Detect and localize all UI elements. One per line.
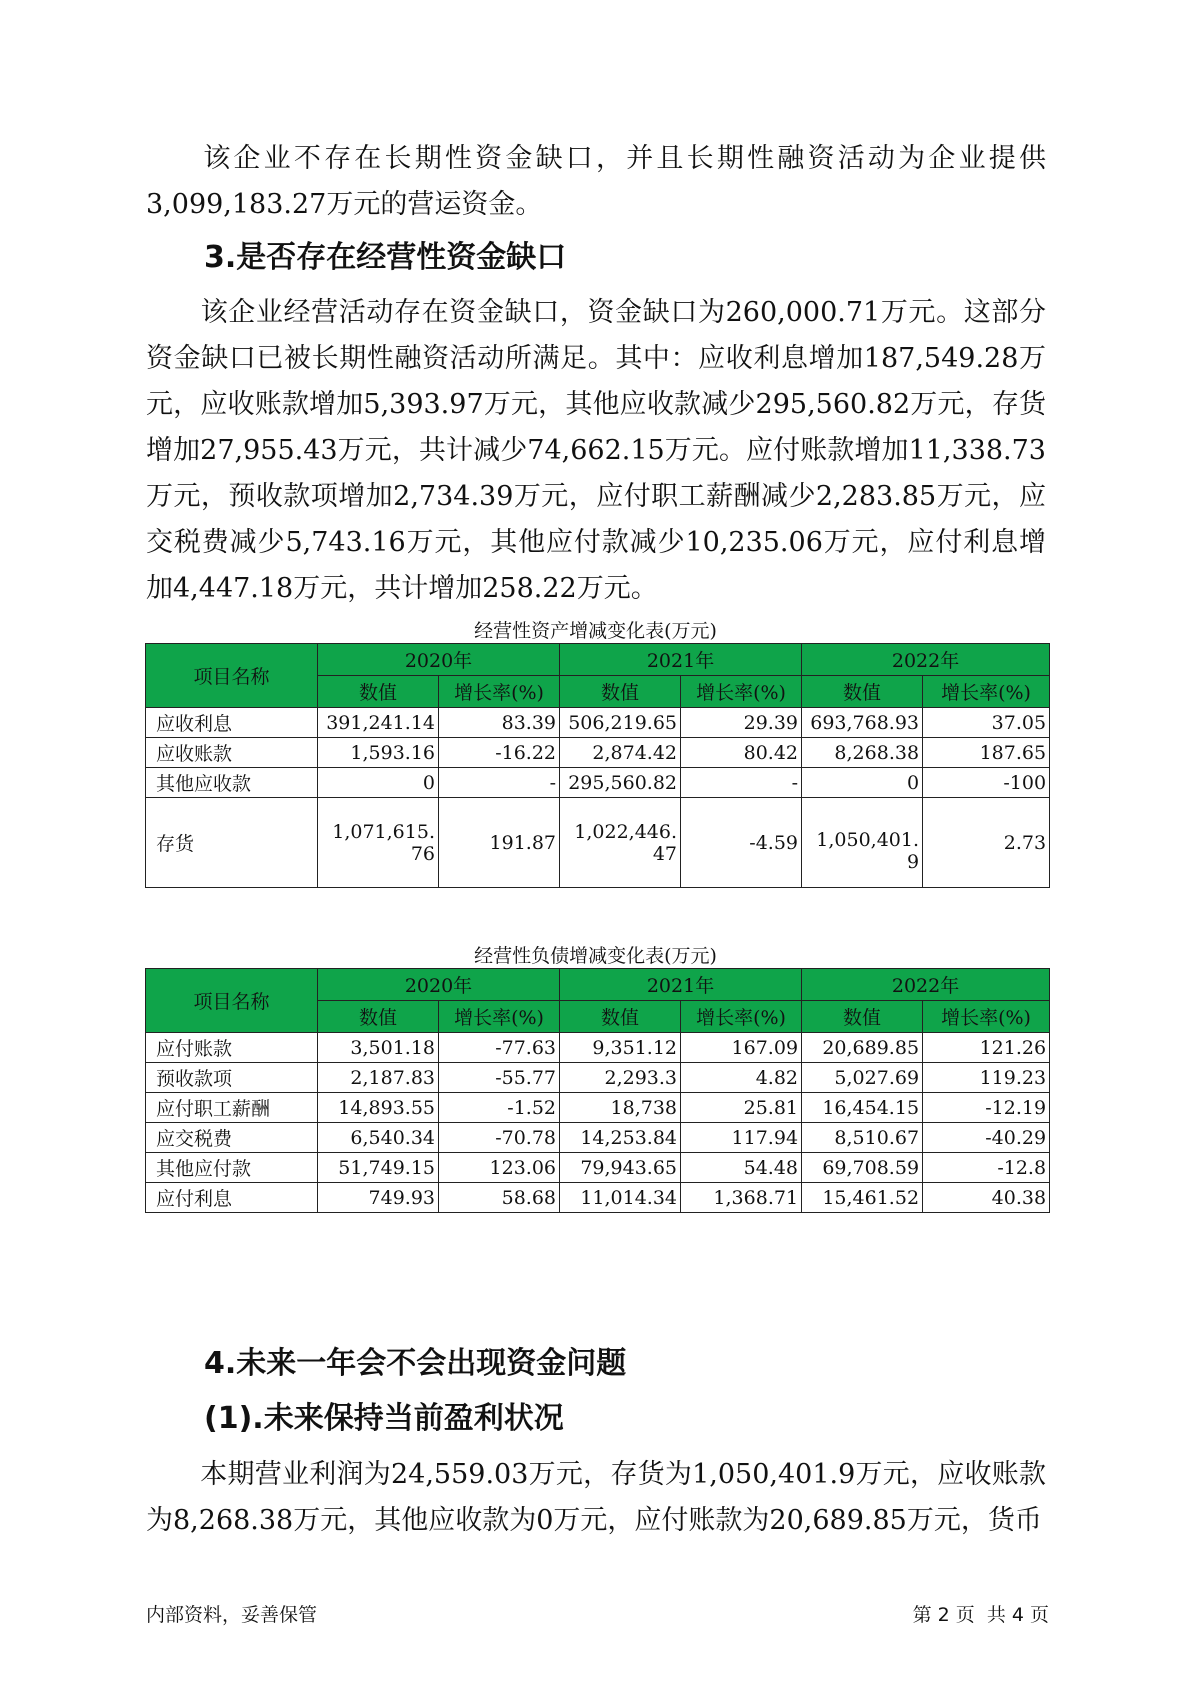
table-cell: 693,768.93 — [802, 708, 923, 738]
table-cell: 0 — [802, 768, 923, 798]
row-name: 应付账款 — [146, 1033, 318, 1063]
table-cell: 9,351.12 — [560, 1033, 681, 1063]
table-cell: 16,454.15 — [802, 1093, 923, 1123]
table-cell: 25.81 — [681, 1093, 802, 1123]
table-row — [146, 798, 1050, 888]
table-cell: - — [681, 768, 802, 798]
table-cell: 18,738 — [560, 1093, 681, 1123]
table-row — [146, 738, 1050, 768]
table-cell: 187.65 — [923, 738, 1050, 768]
table-cell: 69,708.59 — [802, 1153, 923, 1183]
column-header-year: 2020年 — [318, 969, 560, 1001]
table-cell: -70.78 — [439, 1123, 560, 1153]
heading-keep-profit: (1).未来保持当前盈利状况 — [204, 1401, 564, 1436]
table-cell: 5,027.69 — [802, 1063, 923, 1093]
table-cell: 2,187.83 — [318, 1063, 439, 1093]
row-name: 应付利息 — [146, 1183, 318, 1213]
table-cell: -12.19 — [923, 1093, 1050, 1123]
row-name: 应交税费 — [146, 1123, 318, 1153]
row-name: 应收账款 — [146, 738, 318, 768]
heading-future-funding: 4.未来一年会不会出现资金问题 — [204, 1346, 627, 1381]
table-cell: 4.82 — [681, 1063, 802, 1093]
row-name: 应付职工薪酬 — [146, 1093, 318, 1123]
heading-operating-gap: 3.是否存在经营性资金缺口 — [204, 240, 567, 275]
column-header-year: 2021年 — [560, 969, 802, 1001]
table-cell: 14,893.55 — [318, 1093, 439, 1123]
table-cell: 121.26 — [923, 1033, 1050, 1063]
table-cell: 83.39 — [439, 708, 560, 738]
column-header-year: 2022年 — [802, 644, 1050, 676]
table-row — [146, 708, 1050, 738]
column-header-value: 数值 — [318, 676, 439, 708]
table-cell: 1,593.16 — [318, 738, 439, 768]
table-cell: 79,943.65 — [560, 1153, 681, 1183]
column-header-item-name: 项目名称 — [146, 969, 318, 1033]
paragraph-long-term-gap — [146, 136, 1046, 228]
column-header-year: 2021年 — [560, 644, 802, 676]
table-cell: 167.09 — [681, 1033, 802, 1063]
table-cell: 8,510.67 — [802, 1123, 923, 1153]
row-name: 其他应收款 — [146, 768, 318, 798]
footer-confidential: 内部资料，妥善保管 — [146, 1604, 318, 1626]
table-cell: 51,749.15 — [318, 1153, 439, 1183]
paragraph-text: 本期营业利润为24,559.03万元，存货为1,050,401.9万元，应收账款为8,268.38万元，其他应收款为0万元，应付账款为20,689.85万元，货币 — [146, 1459, 1046, 1536]
column-header-value: 数值 — [802, 676, 923, 708]
column-header-rate: 增长率(%) — [439, 1001, 560, 1033]
column-header-value: 数值 — [560, 1001, 681, 1033]
table-cell: 1,022,446.47 — [560, 798, 681, 888]
table-row — [146, 1063, 1050, 1093]
table-row — [146, 1093, 1050, 1123]
table-cell: 8,268.38 — [802, 738, 923, 768]
table-cell: 191.87 — [439, 798, 560, 888]
table-cell: 391,241.14 — [318, 708, 439, 738]
table-cell: -16.22 — [439, 738, 560, 768]
table-cell: 1,050,401.9 — [802, 798, 923, 888]
table-cell: 80.42 — [681, 738, 802, 768]
table-cell: - — [439, 768, 560, 798]
row-name: 存货 — [146, 798, 318, 888]
table-cell: 14,253.84 — [560, 1123, 681, 1153]
table-cell: 37.05 — [923, 708, 1050, 738]
liability-table-caption: 经营性负债增减变化表(万元) — [474, 945, 717, 967]
asset-table-caption: 经营性资产增减变化表(万元) — [474, 620, 717, 642]
table-cell: 3,501.18 — [318, 1033, 439, 1063]
table-cell: 6,540.34 — [318, 1123, 439, 1153]
column-header-year: 2022年 — [802, 969, 1050, 1001]
liability-change-table — [145, 968, 1050, 1213]
table-cell: -1.52 — [439, 1093, 560, 1123]
table-cell: 1,368.71 — [681, 1183, 802, 1213]
column-header-rate: 增长率(%) — [923, 676, 1050, 708]
table-row — [146, 1183, 1050, 1213]
table-cell: 1,071,615.76 — [318, 798, 439, 888]
row-name: 其他应付款 — [146, 1153, 318, 1183]
paragraph-profit — [146, 1452, 1046, 1544]
column-header-year: 2020年 — [318, 644, 560, 676]
table-cell: 119.23 — [923, 1063, 1050, 1093]
table-cell: -40.29 — [923, 1123, 1050, 1153]
table-cell: 506,219.65 — [560, 708, 681, 738]
table-cell: 295,560.82 — [560, 768, 681, 798]
column-header-rate: 增长率(%) — [681, 1001, 802, 1033]
table-cell: 117.94 — [681, 1123, 802, 1153]
table-cell: 2,874.42 — [560, 738, 681, 768]
table-cell: 749.93 — [318, 1183, 439, 1213]
column-header-rate: 增长率(%) — [923, 1001, 1050, 1033]
paragraph-text: 该企业经营活动存在资金缺口，资金缺口为260,000.71万元。这部分资金缺口已被长期性融资活动所满足。其中：应收利息增加187,549.28万元，应收账款增加5,393.97万元，其他应收款减少295,560.82万元，存货增加27,955.43万元，共计减少74,662.15万元。应付账款增加11,338.73万元，预收款项增加2,734.39万元，应付职工薪酬减少2,283.85万元，应交税费减少5,743.16万元，其他应付款减少10,235.06万元，应付利息增加4,447.18万元，共计增加258.22万元。 — [146, 297, 1046, 604]
table-cell: 11,014.34 — [560, 1183, 681, 1213]
table-cell: -100 — [923, 768, 1050, 798]
table-cell: -77.63 — [439, 1033, 560, 1063]
table-cell: 15,461.52 — [802, 1183, 923, 1213]
table-row — [146, 1123, 1050, 1153]
row-name: 预收款项 — [146, 1063, 318, 1093]
column-header-rate: 增长率(%) — [439, 676, 560, 708]
table-cell: 58.68 — [439, 1183, 560, 1213]
footer-page-number: 第 2 页 共 4 页 — [912, 1604, 1049, 1626]
table-row — [146, 768, 1050, 798]
table-cell: 29.39 — [681, 708, 802, 738]
table-row — [146, 1033, 1050, 1063]
column-header-value: 数值 — [560, 676, 681, 708]
table-row — [146, 1153, 1050, 1183]
table-cell: 2.73 — [923, 798, 1050, 888]
column-header-value: 数值 — [318, 1001, 439, 1033]
row-name: 应收利息 — [146, 708, 318, 738]
column-header-value: 数值 — [802, 1001, 923, 1033]
table-cell: 0 — [318, 768, 439, 798]
table-cell: -12.8 — [923, 1153, 1050, 1183]
asset-change-table — [145, 643, 1050, 888]
column-header-rate: 增长率(%) — [681, 676, 802, 708]
table-cell: -4.59 — [681, 798, 802, 888]
paragraph-text: 该企业不存在长期性资金缺口，并且长期性融资活动为企业提供3,099,183.27万元的营运资金。 — [146, 143, 1046, 220]
table-cell: 54.48 — [681, 1153, 802, 1183]
paragraph-operating-gap — [146, 290, 1046, 612]
table-cell: 2,293.3 — [560, 1063, 681, 1093]
table-cell: 20,689.85 — [802, 1033, 923, 1063]
column-header-item-name: 项目名称 — [146, 644, 318, 708]
table-cell: 123.06 — [439, 1153, 560, 1183]
table-cell: -55.77 — [439, 1063, 560, 1093]
table-cell: 40.38 — [923, 1183, 1050, 1213]
